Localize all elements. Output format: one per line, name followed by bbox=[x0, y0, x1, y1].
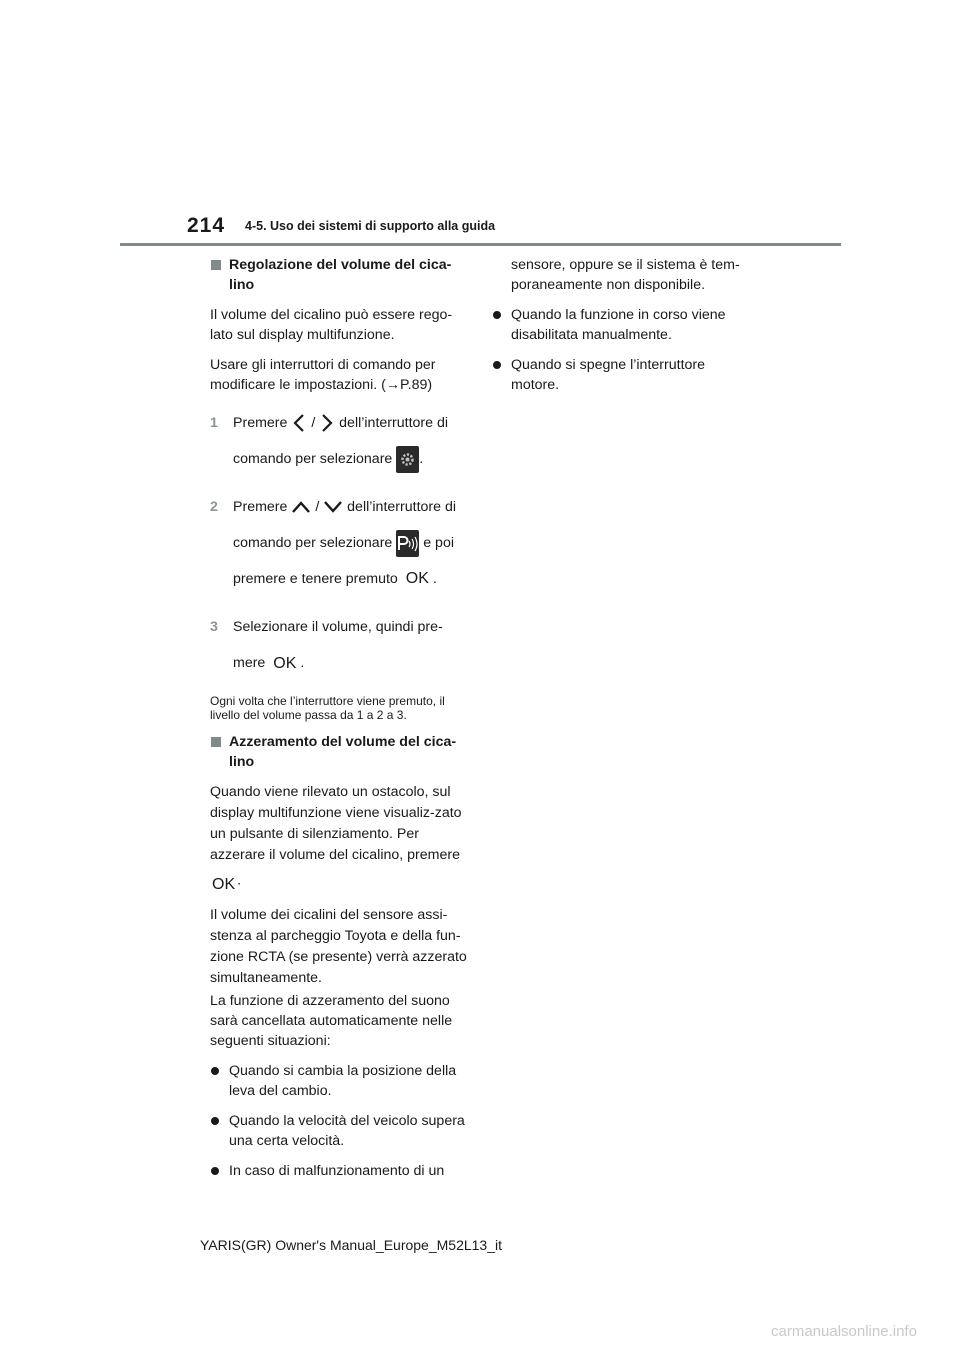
right-column bbox=[492, 255, 756, 405]
step-2: 2 Premere / dell’interruttore di comando per selezionare e poi premere e tenere premuto OK . bbox=[210, 489, 468, 597]
chevron-up-icon bbox=[291, 500, 311, 514]
step-number: 1 bbox=[210, 415, 218, 431]
section-title: 4-5. Uso dei sistemi di supporto alla guida bbox=[245, 219, 496, 233]
bullet-dot-icon bbox=[211, 1167, 219, 1175]
step-number: 2 bbox=[210, 499, 218, 515]
left-column bbox=[210, 255, 468, 1191]
square-bullet-icon bbox=[211, 260, 221, 270]
note-volume-levels: Ogni volta che l’interruttore viene premuto, il livello del volume passa da 1 a 2 a 3. bbox=[210, 693, 445, 722]
footer-manual-id: YARIS(GR) Owner's Manual_Europe_M52L13_it bbox=[200, 1237, 502, 1253]
list-item: In caso di malfunzionamento di un bbox=[210, 1161, 468, 1181]
step-3: 3 Selezionare il volume, quindi pre-mere OK . bbox=[210, 609, 468, 681]
list-item: Quando la velocità del veicolo supera una certa velocità. bbox=[210, 1111, 468, 1151]
ok-button-icon: OK bbox=[212, 875, 236, 893]
settings-gear-icon bbox=[396, 446, 419, 473]
paragraph-volume-adjust: Il volume del cicalino può essere rego-lato sul display multifunzione. bbox=[210, 307, 453, 343]
bullet-dot-icon bbox=[211, 1117, 219, 1125]
paragraph-simultaneous: Il volume dei cicalini del sensore assi-stenza al parcheggio Toyota e della fun-zione RCTA (se presente) verrà azzerato simultaneamente. bbox=[210, 906, 467, 986]
square-bullet-icon bbox=[211, 737, 221, 747]
ok-button-icon: OK bbox=[273, 654, 297, 672]
step-1: 1 Premere / dell’interruttore di comando per selezionare . bbox=[210, 405, 468, 477]
list-item: Quando la funzione in corso viene disabilitata manualmente. bbox=[492, 305, 756, 345]
step-number: 3 bbox=[210, 619, 218, 636]
header-rule bbox=[120, 243, 841, 246]
watermark: carmanualsonline.info bbox=[771, 1323, 917, 1340]
paragraph-mute: Quando viene rilevato un ostacolo, sul display multifunzione viene visualiz-zato un pulsante di silenziamento. Per azzerare il volume del cicalino, premere OK . bbox=[210, 783, 462, 893]
page-number: 214 bbox=[187, 214, 226, 237]
list-item: Quando si spegne l’interruttore motore. bbox=[492, 355, 756, 395]
ok-button-icon: OK bbox=[405, 570, 429, 588]
paragraph-switches: Usare gli interruttori di comando per modificare le impostazioni. (→P.89) bbox=[210, 357, 436, 393]
bullet-dot-icon bbox=[493, 361, 501, 369]
chevron-down-icon bbox=[323, 500, 343, 514]
chevron-right-icon bbox=[319, 413, 335, 433]
heading-volume-reset: Azzeramento del volume del cica-lino bbox=[210, 732, 468, 772]
bullet-dot-icon bbox=[211, 1067, 219, 1075]
list-item-continued: sensore, oppure se il sistema è tem-poraneamente non disponibile. bbox=[511, 257, 740, 293]
parking-sensor-icon bbox=[396, 530, 419, 557]
heading-volume-adjust: Regolazione del volume del cica-lino bbox=[210, 255, 468, 295]
list-item: Quando si cambia la posizione della leva del cambio. bbox=[210, 1061, 468, 1101]
bullet-dot-icon bbox=[493, 311, 501, 319]
chevron-left-icon bbox=[291, 413, 307, 433]
paragraph-auto-cancel: La funzione di azzeramento del suono sarà cancellata automaticamente nelle seguenti situazioni: bbox=[210, 992, 453, 1049]
